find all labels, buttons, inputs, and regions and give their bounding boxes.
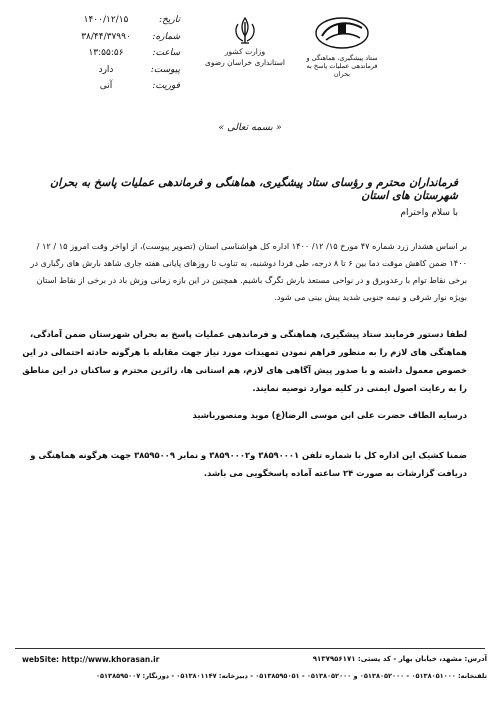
footer-divider bbox=[15, 648, 485, 649]
meta-time-value: ۱۳:۵۵:۵۶ bbox=[88, 48, 124, 58]
meta-priority-value: آنی bbox=[99, 81, 113, 91]
paragraph-instructions: لطفا دستور فرمایند ستاد پیشگیری، هماهنگی و فرماندهی عملیات پاسخ به بحران شهرستان ضمن آمادگی، هماهنگی های لازم را به منظور فراهم نمودن تمهیدات مورد نیاز جهت مقابله با هرگونه حادثه احتمالی در این خصوص معمول داشته و با صدور پیش آگاهی های لازم، هم استانی ها، زائرین محترم و ساکنان در این مناطق را به رعایت اصول ایمنی در کلیه موارد توصیه نمایند. bbox=[22, 329, 467, 393]
meta-attachment-value: دارد bbox=[98, 64, 114, 75]
greeting: با سلام واحترام bbox=[400, 208, 458, 218]
crisis-headquarters-logo-icon bbox=[312, 14, 372, 52]
ministry-line-1: وزارت کشور bbox=[224, 47, 266, 56]
logo-caption: ستاد پیشگیری، هماهنگی و فرماندهی عملیات پاسخ به بحران bbox=[306, 54, 378, 78]
footer-website[interactable]: webSite: http://www.khorasan.ir bbox=[22, 655, 160, 664]
meta-priority bbox=[70, 78, 180, 95]
iran-emblem-icon bbox=[232, 16, 258, 46]
meta-time-label: ساعت: bbox=[152, 48, 180, 58]
meta-time bbox=[70, 45, 180, 62]
meta-number bbox=[70, 29, 180, 46]
paragraph-weather-warning: بر اساس هشدار زرد شماره ۴۷ مورخ ۱۵/ ۱۲/ ۱۴۰۰ اداره کل هواشناسی استان (تصویر پیوست)، از اواخر وقت امروز ۱۵ / ۱۲ / ۱۴۰۰ ضمن کاهش موقت دما بین ۶ تا ۸ درجه، طی فردا دوشنبه، به تناوب تا روزهای پایانی هفته جاری شاهد بارش های رگباری در برخی نقاط توام با رعدوبرق و در نواحی مستعد بارش تگرگ باشیم. همچنین در این بازه زمانی وزش باد در برخی از نقاط استان بویژه نوار شرقی و نیمه جنوبی شدید پیش بینی می شود. bbox=[30, 241, 467, 302]
bismillah: « بسمه تعالی » bbox=[218, 122, 282, 133]
addressee: فرمانداران محترم و رؤسای ستاد پیشگیری، هماهنگی و فرماندهی عملیات پاسخ به بحران شهرستان های استان bbox=[50, 176, 458, 202]
meta-number-value: ۳۸/۴۴/۳۷۹۹۰ bbox=[81, 31, 131, 42]
meta-date-value: ۱۴۰۰/۱۲/۱۵ bbox=[83, 15, 129, 25]
meta-number-label: شماره: bbox=[152, 31, 180, 42]
letter-meta bbox=[70, 12, 180, 95]
ministry-name bbox=[190, 46, 300, 68]
meta-attachment bbox=[70, 62, 180, 79]
paragraph-contact: ضمنا کشیک این اداره کل با شماره تلفن ۳۸۵۹۰۰۰۱ و۳۸۵۹۰۰۰۲ و نمابر ۳۸۵۹۵۰۰۹ جهت هرگونه هماهنگی و دریافت گزارشات به صورت ۲۴ ساعته آماده پاسخگویی می باشد. bbox=[30, 450, 467, 478]
meta-date bbox=[70, 12, 180, 29]
footer-phones: تلفنخانه: ۰۵۱۳۸۰۵۱۰۰۰ - ۰۵۱۳۸۰۵۲۰۰۰ و ۰۵۱۳۸۰۵۲۰۰۰ - ۰۵۱۳۸۵۹۵۰۵۱ - دبیرخانه: ۰۵۱۳۸۰۱۱۴۷ - دورنگار: ۰۵۱۳۸۵۹۵۰۰۷ bbox=[95, 672, 487, 680]
meta-priority-label: فوریت: bbox=[152, 81, 180, 91]
paragraph-blessing: درسایه الطاف حضرت علی ابن موسی الرضا(ع) موید ومنصورباشید bbox=[192, 410, 467, 420]
meta-attachment-label: پیوست: bbox=[150, 64, 180, 75]
footer-address: آدرس: مشهد، خیابان بهار - کد پستی: ۹۱۳۷۹۵۶۱۷۱ bbox=[312, 655, 487, 663]
meta-date-label: تاریخ: bbox=[159, 15, 180, 25]
ministry-line-2: استانداری خراسان رضوی bbox=[205, 58, 285, 67]
